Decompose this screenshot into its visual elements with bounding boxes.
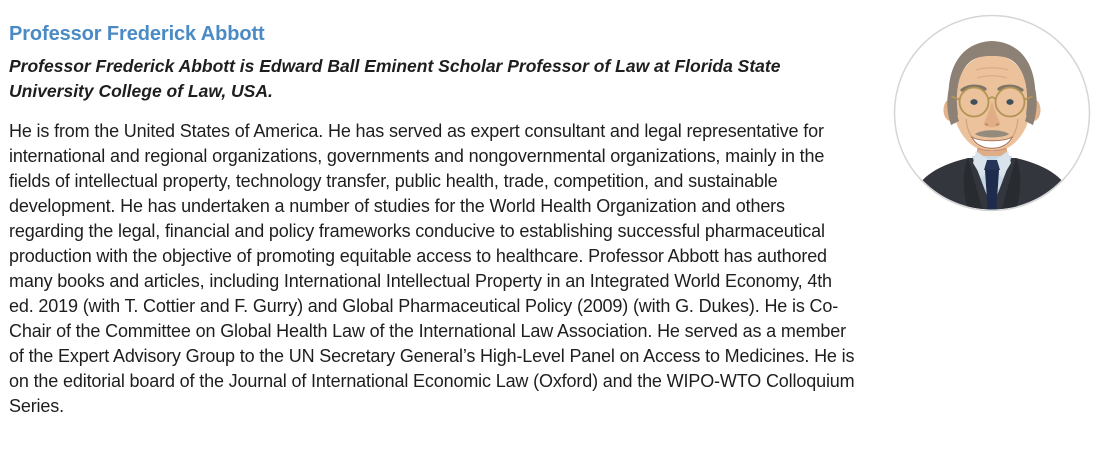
profile-text-column bbox=[9, 22, 861, 419]
profile-headline: Professor Frederick Abbott is Edward Ball Eminent Scholar Professor of Law at Florida State University College of Law, USA. bbox=[9, 56, 781, 101]
page-title: Professor Frederick Abbott bbox=[9, 23, 265, 45]
profile-photo bbox=[892, 13, 1092, 213]
profile-bio: He is from the United States of America. He has served as expert consultant and legal representative for international and regional organizations, governments and nongovernmental organizations, mainly in the fields of intellectual property, technology transfer, public health, trade, competition, and sustainable development. He has undertaken a number of studies for the World Health Organization and others regarding the legal, financial and policy frameworks conducive to establishing successful pharmaceutical production with the objective of promoting equitable access to healthcare. Professor Abbott has authored many books and articles, including International Intellectual Property in an Integrated World Economy, 4th ed. 2019 (with T. Cottier and F. Gurry) and Global Pharmaceutical Policy (2009) (with G. Dukes). He is Co-Chair of the Committee on Global Health Law of the International Law Association. He served as a member of the Expert Advisory Group to the UN Secretary General’s High-Level Panel on Access to Medicines. He is on the editorial board of the Journal of International Economic Law (Oxford) and the WIPO-WTO Colloquium Series. bbox=[9, 121, 855, 416]
professor-portrait-image bbox=[892, 13, 1092, 213]
